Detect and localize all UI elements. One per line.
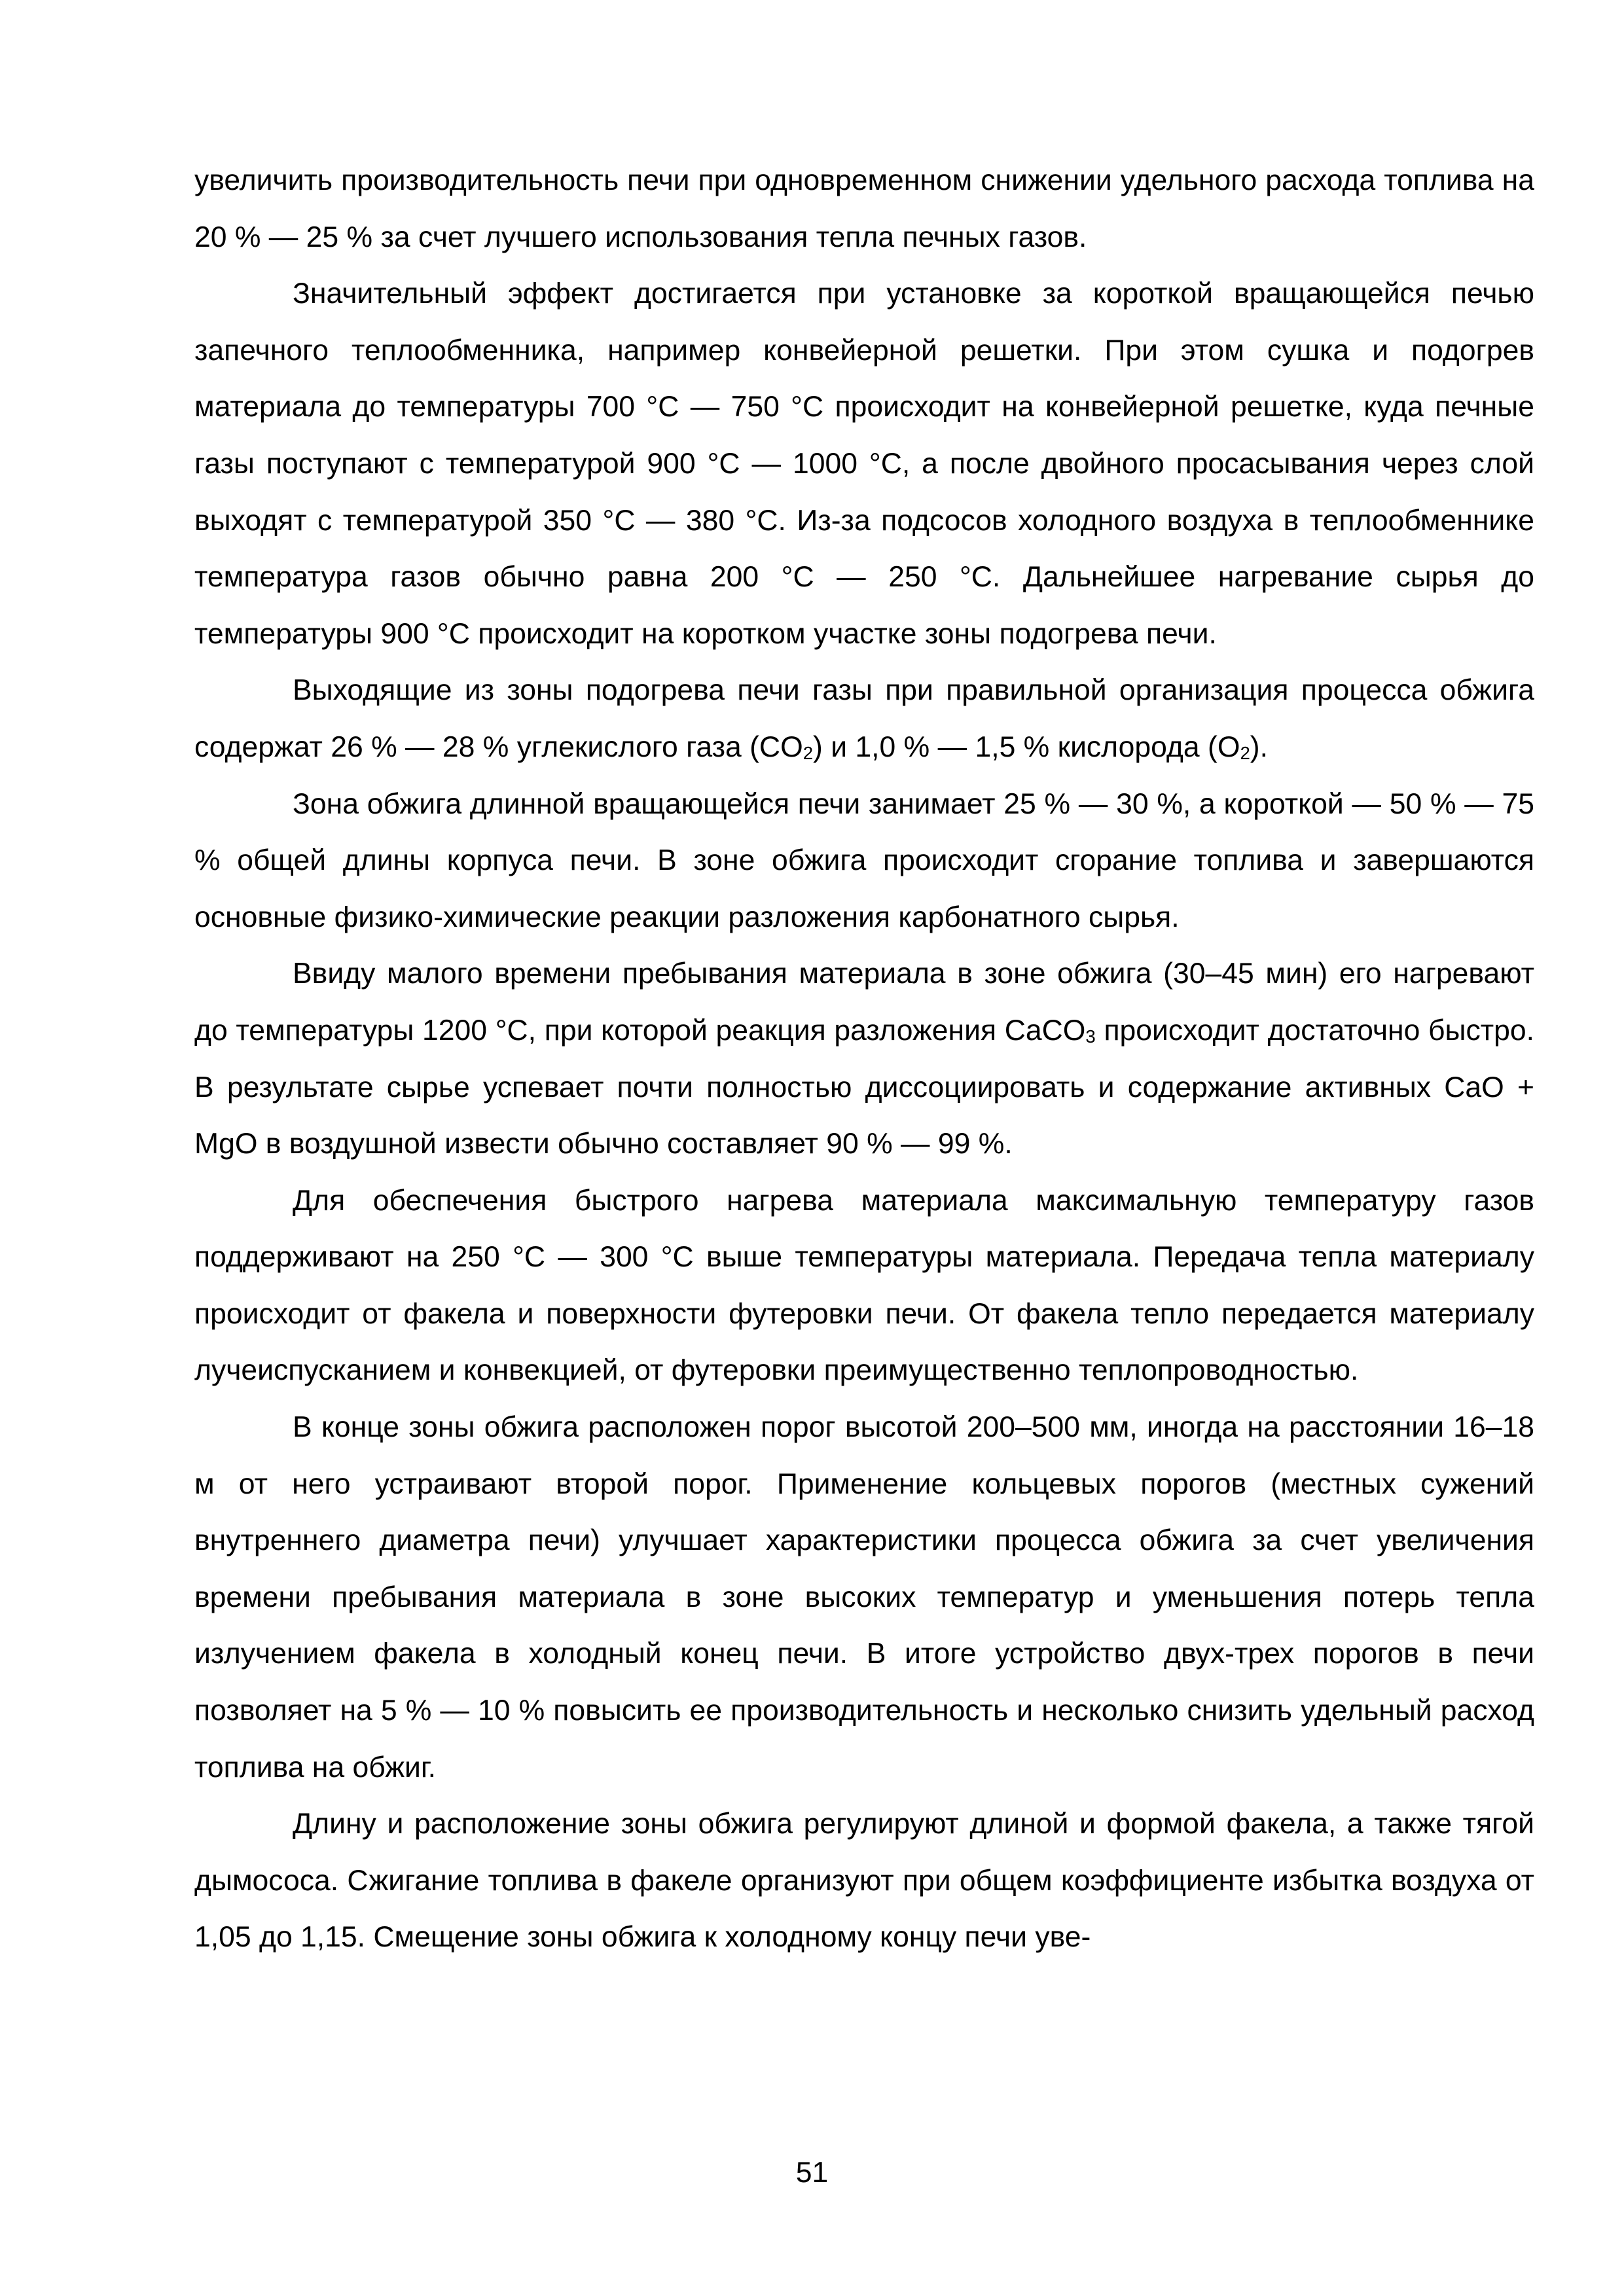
text-fragment: Выходящие из зоны подогрева печи газы при правильной организация процесса обжига содержат 26 % — 28 % углекислого газа (CO	[194, 674, 1534, 763]
text-fragment: происходит достаточно быстро. В результате сырье успевает почти полностью диссоциировать и содержание активных CaO + MgO в воздушной извести обычно составляет 90 % — 99 %.	[194, 1014, 1535, 1160]
text-fragment: ).	[1250, 730, 1268, 763]
paragraph-heat-exchanger: Значительный эффект достигается при установке за короткой вращающейся печью запечного теплообменника, например конвейерной решетки. При этом сушка и подогрев материала до температуры 700 °С — 750 °С происходит на конвейерной решетке, куда печные газы поступают с температурой 900 °С — 1000 °С, а после двойного просасывания через слой выходят с температурой 350 °С — 380 °С. Из-за подсосов холодного воздуха в теплообменнике температура газов обычно равна 200 °С — 250 °С. Дальнейшее нагревание сырья до температуры 900 °С происходит на коротком участке зоны подогрева печи.	[194, 278, 1534, 650]
body-text	[194, 152, 1534, 1966]
paragraph-residence-time	[194, 946, 1534, 1172]
paragraph-firing-zone: Зона обжига длинной вращающейся печи занимает 25 % — 30 %, а короткой — 50 % — 75 % общей длины корпуса печи. В зоне обжига происходит сгорание топлива и завершаются основные физико-химические реакции разложения карбонатного сырья.	[194, 787, 1534, 933]
subscript: 3	[1085, 1026, 1096, 1047]
subscript: 2	[803, 743, 814, 764]
paragraph-continuation: увеличить производительность печи при одновременном снижении удельного расхода топлива на 20 % — 25 % за счет лучшего использования тепла печных газов.	[194, 164, 1534, 253]
text-fragment: Ввиду малого времени пребывания материала в зоне обжига (30–45 мин) его нагревают до температуры 1200 °С, при которой реакция разложения CaCO	[194, 958, 1534, 1047]
text-fragment: ) и 1,0 % — 1,5 % кислорода (O	[813, 730, 1240, 763]
paragraph-heat-transfer: Для обеспечения быстрого нагрева материала максимальную температуру газов поддерживают на 250 °С — 300 °С выше температуры материала. Передача тепла материалу происходит от факела и поверхности футеровки печи. От факела тепло передается материалу лучеиспусканием и конвекцией, от футеровки преимущественно теплопроводностью.	[194, 1184, 1534, 1387]
paragraph-preheat-gases	[194, 662, 1534, 776]
subscript: 2	[1240, 743, 1250, 764]
paragraph-thresholds: В конце зоны обжига расположен порог высотой 200–500 мм, иногда на расстоянии 16–18 м от него устраивают второй порог. Применение кольцевых порогов (местных сужений внутреннего диаметра печи) улучшает характеристики процесса обжига за счет увеличения времени пребывания материала в зоне высоких температур и уменьшения потерь тепла излучением факела в холодный конец печи. В итоге устройство двух-трех порогов в печи позволяет на 5 % — 10 % повысить ее производительность и несколько снизить удельный расход топлива на обжиг.	[194, 1411, 1534, 1784]
page-number: 51	[795, 2157, 829, 2189]
paragraph-flame-regulation: Длину и расположение зоны обжига регулируют длиной и формой факела, а также тягой дымососа. Сжигание топлива в факеле организуют при общем коэффициенте избытка воздуха от 1,05 до 1,15. Смещение зоны обжига к холодному концу печи уве-	[194, 1808, 1534, 1954]
